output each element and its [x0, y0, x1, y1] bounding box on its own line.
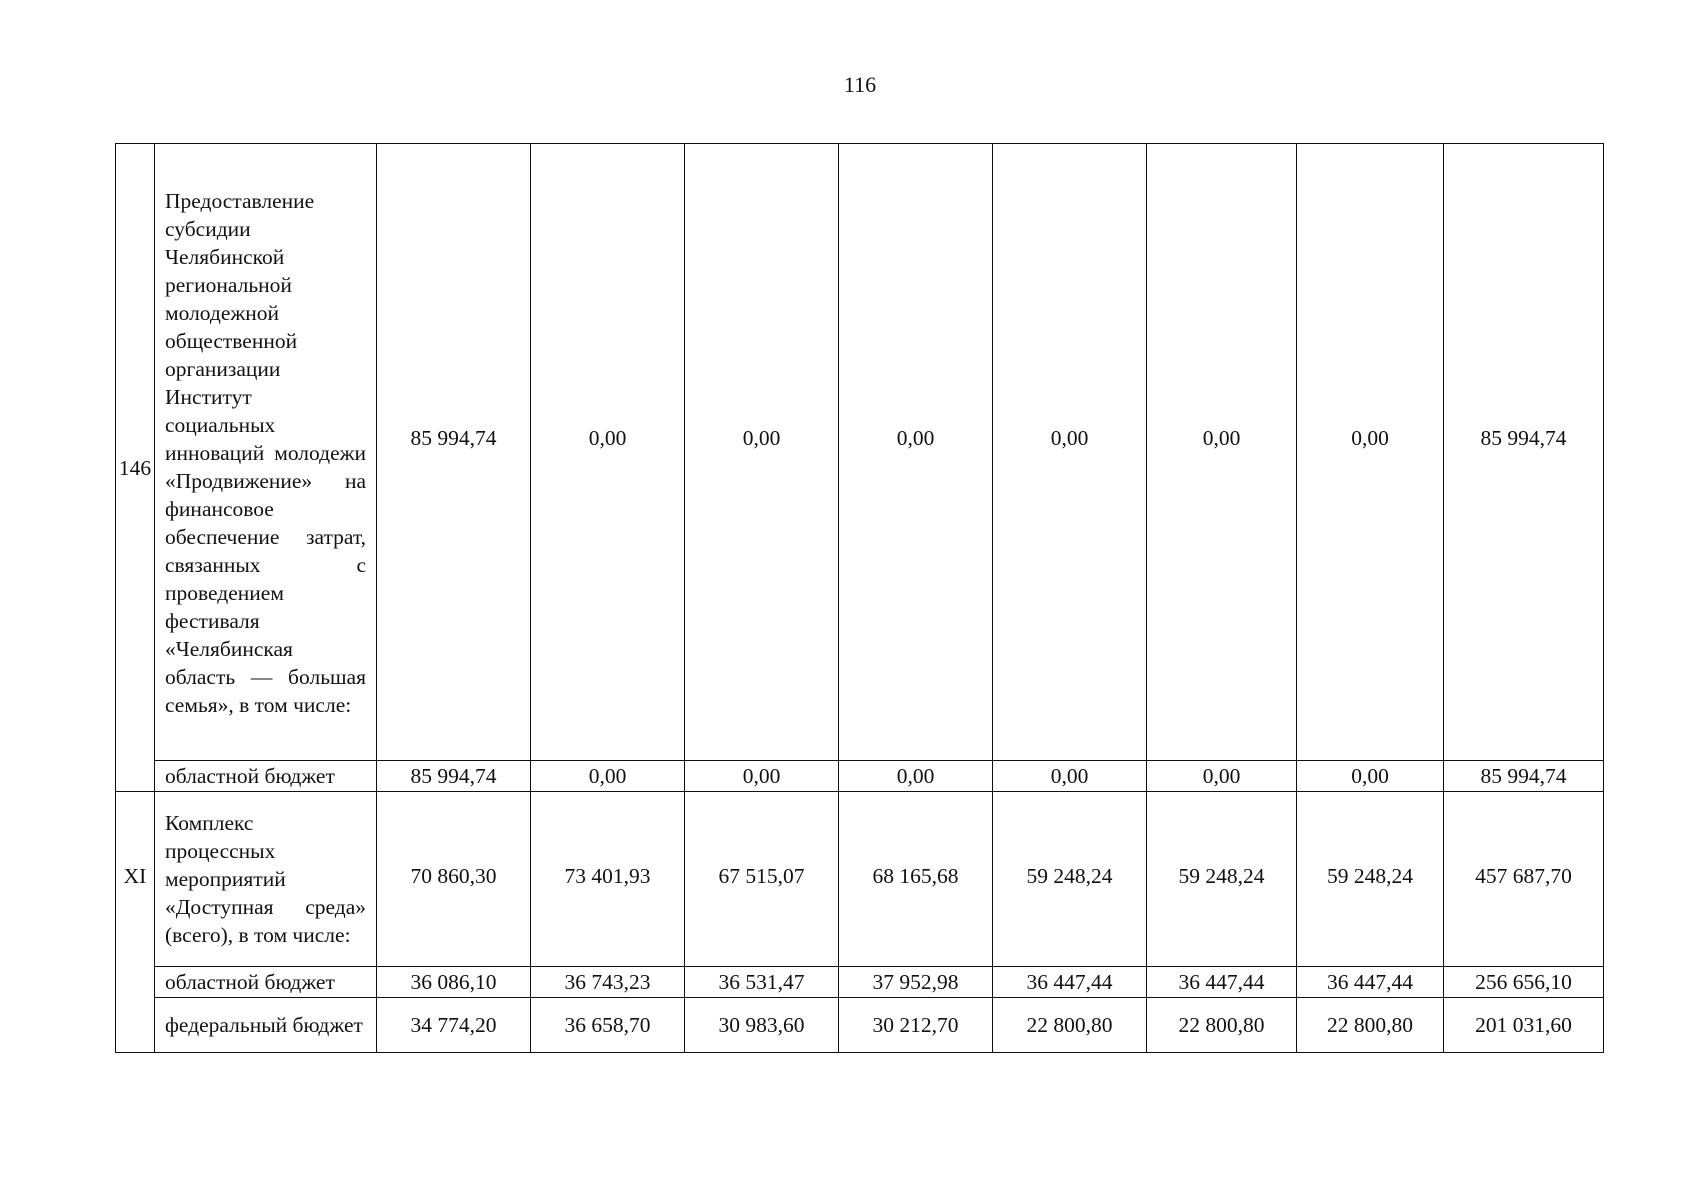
total-value-cell: 85 994,74 — [1444, 144, 1604, 761]
value-cell: 0,00 — [1297, 761, 1444, 792]
row-index-cell: 146 — [116, 144, 155, 792]
total-value-cell: 457 687,70 — [1444, 792, 1604, 967]
value-cell: 0,00 — [993, 761, 1147, 792]
value-cell: 0,00 — [531, 761, 685, 792]
row-description-cell: федеральный бюджет — [155, 998, 377, 1053]
value-cell: 36 447,44 — [1147, 967, 1297, 998]
value-cell: 22 800,80 — [993, 998, 1147, 1053]
total-value-cell: 201 031,60 — [1444, 998, 1604, 1053]
value-cell: 0,00 — [839, 761, 993, 792]
table-sub-row — [116, 998, 1604, 1053]
row-description-cell: областной бюджет — [155, 761, 377, 792]
value-cell: 37 952,98 — [839, 967, 993, 998]
value-cell: 22 800,80 — [1297, 998, 1444, 1053]
total-value-cell: 256 656,10 — [1444, 967, 1604, 998]
value-cell: 34 774,20 — [377, 998, 531, 1053]
value-cell: 0,00 — [993, 144, 1147, 761]
value-cell: 59 248,24 — [1297, 792, 1444, 967]
row-description-cell: Комплекс процессных мероприятий «Доступная среда» (всего), в том числе: — [155, 792, 377, 967]
value-cell: 73 401,93 — [531, 792, 685, 967]
table-sub-row — [116, 761, 1604, 792]
value-cell: 70 860,30 — [377, 792, 531, 967]
value-cell: 68 165,68 — [839, 792, 993, 967]
value-cell: 36 531,47 — [685, 967, 839, 998]
value-cell: 0,00 — [1147, 144, 1297, 761]
value-cell: 30 983,60 — [685, 998, 839, 1053]
value-cell: 0,00 — [839, 144, 993, 761]
value-cell: 0,00 — [1297, 144, 1444, 761]
value-cell: 59 248,24 — [1147, 792, 1297, 967]
table-row — [116, 792, 1604, 967]
value-cell: 67 515,07 — [685, 792, 839, 967]
table-row — [116, 144, 1604, 761]
row-description-cell: Предоставление субсидии Челябинской региональной молодежной общественной организации Институт социальных инноваций молодежи «Продвижение» на финансовое обеспечение затрат, связанных с проведением фестиваля «Челябинская область — большая семья», в том числе: — [155, 144, 377, 761]
budget-table — [115, 143, 1604, 1053]
value-cell: 0,00 — [531, 144, 685, 761]
value-cell: 36 658,70 — [531, 998, 685, 1053]
row-index-cell: XI — [116, 792, 155, 1053]
row-description-cell: областной бюджет — [155, 967, 377, 998]
value-cell: 0,00 — [685, 144, 839, 761]
page-number: 116 — [843, 72, 877, 97]
total-value-cell: 85 994,74 — [1444, 761, 1604, 792]
value-cell: 59 248,24 — [993, 792, 1147, 967]
value-cell: 36 447,44 — [1297, 967, 1444, 998]
value-cell: 22 800,80 — [1147, 998, 1297, 1053]
value-cell: 0,00 — [685, 761, 839, 792]
value-cell: 36 447,44 — [993, 967, 1147, 998]
value-cell: 0,00 — [1147, 761, 1297, 792]
value-cell: 85 994,74 — [377, 761, 531, 792]
value-cell: 85 994,74 — [377, 144, 531, 761]
value-cell: 36 743,23 — [531, 967, 685, 998]
value-cell: 36 086,10 — [377, 967, 531, 998]
table-sub-row — [116, 967, 1604, 998]
value-cell: 30 212,70 — [839, 998, 993, 1053]
